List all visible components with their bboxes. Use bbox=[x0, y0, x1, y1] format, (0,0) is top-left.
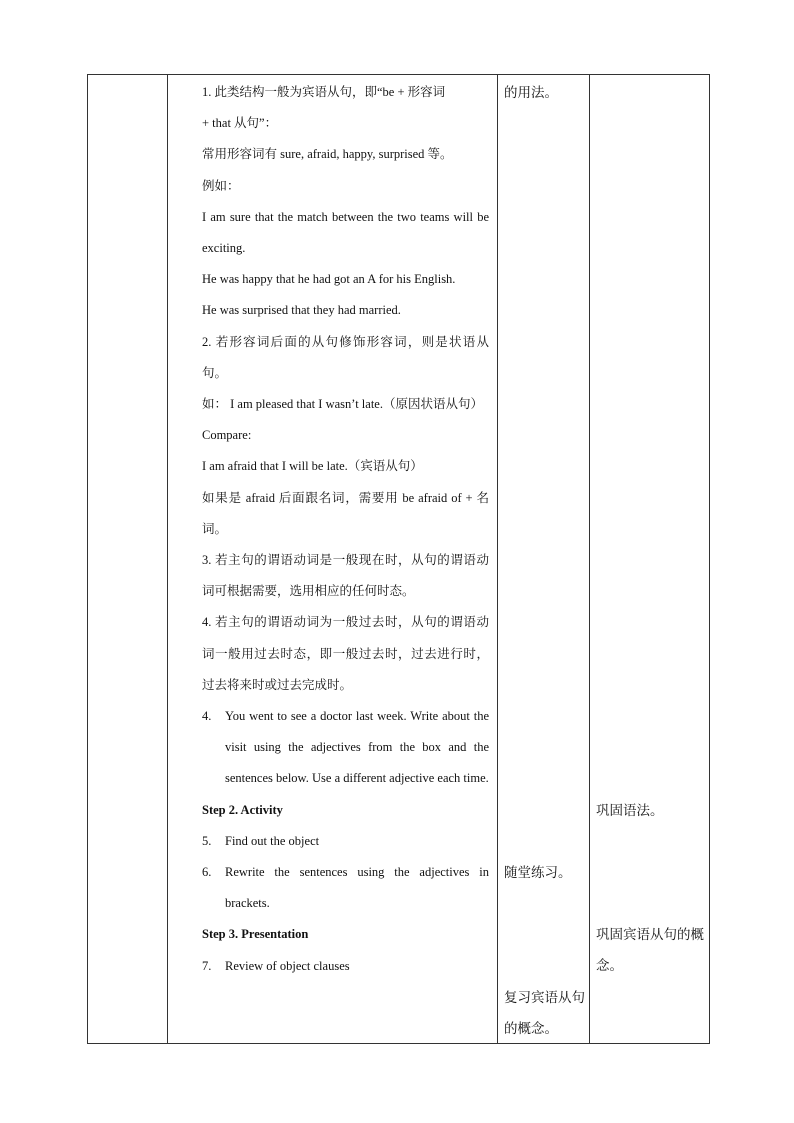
compare-label: Compare: bbox=[202, 428, 252, 443]
item-number: 4. bbox=[202, 709, 212, 724]
rule-3: 3. 若主句的谓语动词是一般现在时，从句的谓语动词可根据需要，选用相应的任何时态。 bbox=[202, 553, 489, 599]
rule-1-line-2: + that 从句”： bbox=[202, 116, 278, 131]
item-text: Review of object clauses bbox=[225, 958, 350, 973]
exercise-item-4 bbox=[202, 701, 489, 795]
rule-4: 4. 若主句的谓语动词为一般过去时，从句的谓语动词一般用过去时态，即一般过去时，过去进行时，过去将来时或过去完成时。 bbox=[202, 615, 489, 692]
consolidate-concept-note: 巩固宾语从句的概念。 bbox=[596, 927, 704, 974]
item-number: 7. bbox=[202, 958, 212, 973]
rule-1-line-1: 1. 此类结构一般为宾语从句，即“be + 形容词 bbox=[202, 85, 446, 99]
practice-note: 随堂练习。 bbox=[504, 865, 572, 880]
review-note: 复习宾语从句的概念。 bbox=[504, 990, 585, 1037]
item-text: Find out the object bbox=[225, 833, 320, 848]
purpose-cell bbox=[590, 75, 710, 1044]
blank-left-cell bbox=[88, 75, 168, 1044]
teaching-content-cell bbox=[168, 75, 498, 1044]
exercise-item-5 bbox=[202, 826, 489, 857]
usage-note: 的用法。 bbox=[504, 85, 558, 100]
item-number: 5. bbox=[202, 833, 212, 848]
example-label: 例如： bbox=[202, 178, 240, 193]
example-sentence-3: He was surprised that they had married. bbox=[202, 303, 401, 318]
item-text: You went to see a doctor last week. Write about the visit using the adjectives from the box and the sentences below. Use a different adjective each time. bbox=[225, 709, 489, 786]
step-3-heading: Step 3. Presentation bbox=[202, 927, 309, 942]
activity-cell bbox=[498, 75, 590, 1044]
exercise-item-7 bbox=[202, 951, 489, 982]
compare-example: I am afraid that I will be late.（宾语从句） bbox=[202, 459, 423, 474]
common-adjectives: 常用形容词有 sure, afraid, happy, surprised 等。 bbox=[202, 147, 453, 162]
afraid-of-note: 如果是 afraid 后面跟名词，需要用 be afraid of + 名词。 bbox=[202, 490, 489, 536]
rule-2: 2. 若形容词后面的从句修饰形容词，则是状语从句。 bbox=[202, 334, 489, 380]
example-sentence-1: I am sure that the match between the two teams will be exciting. bbox=[202, 209, 489, 256]
lesson-plan-table bbox=[87, 74, 710, 1044]
rule-2-example: 如： I am pleased that I wasn’t late.（原因状语从句） bbox=[202, 397, 483, 412]
step-2-heading: Step 2. Activity bbox=[202, 802, 283, 817]
item-number: 6. bbox=[202, 865, 212, 880]
exercise-item-6 bbox=[202, 857, 489, 919]
consolidate-grammar-note: 巩固语法。 bbox=[596, 803, 664, 818]
example-sentence-2: He was happy that he had got an A for his English. bbox=[202, 272, 456, 287]
item-text: Rewrite the sentences using the adjectives in brackets. bbox=[225, 865, 489, 911]
